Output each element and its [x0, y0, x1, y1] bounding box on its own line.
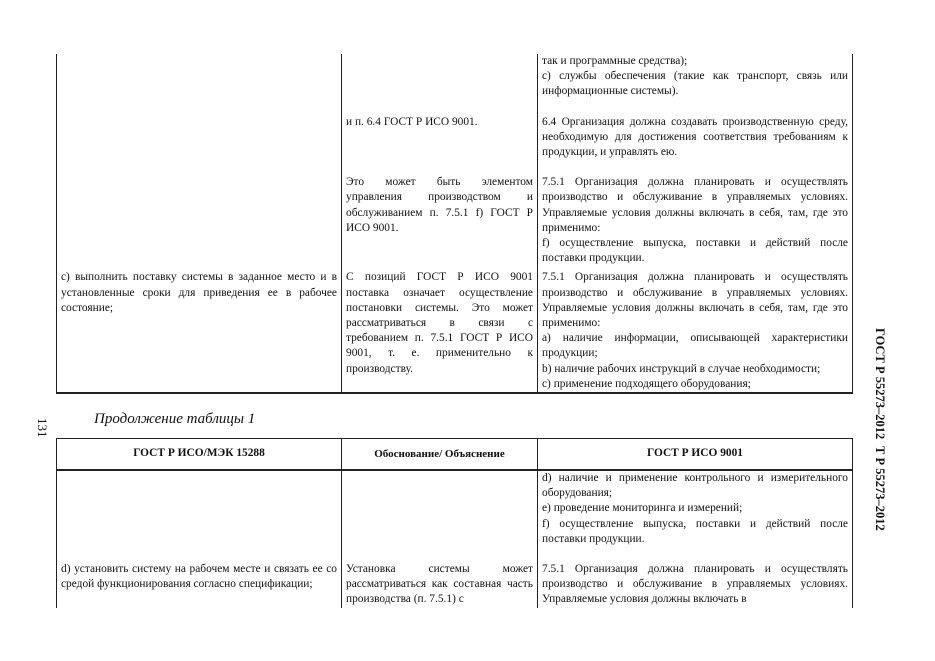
table-row [57, 100, 853, 161]
page-number: 131 [35, 418, 50, 438]
bottom-table [56, 438, 853, 608]
cell-gost-9001 [538, 266, 853, 393]
cell-line: f) осуществление выпуска, поставки и действий после поставки продукции. [542, 517, 848, 545]
cell-gost-9001 [538, 160, 853, 266]
table-row [57, 470, 853, 547]
table-header-row [57, 439, 853, 471]
table-row [57, 54, 853, 100]
cell-line: 7.5.1 Организация должна планировать и осуществлять производство и обслуживание в управляемых условиях. Управляемые условия должны включать в себя, там, где это применимо: [542, 176, 848, 234]
cell-gost-9001 [538, 100, 853, 161]
cell-gost-15288 [57, 100, 342, 161]
side-label-standard-alt: Т Р 55273–2012 [873, 446, 887, 531]
cell-line: 7.5.1 Организация должна планировать и осуществлять производство и обслуживание в управляемых условиях. Управляемые условия должны включать в [542, 563, 848, 606]
header-gost-15288: ГОСТ Р ИСО/МЭК 15288 [57, 439, 342, 471]
table-row [57, 266, 853, 393]
cell-line: c) применение подходящего оборудования; [542, 377, 751, 390]
cell-line: d) наличие и применение контрольного и измерительного оборудования; [542, 472, 848, 500]
cell-line: так и программные средства); [542, 55, 688, 67]
cell-line: b) наличие рабочих инструкций в случае необходимости; [542, 362, 821, 375]
cell-gost-15288 [57, 160, 342, 266]
cell-line: a) наличие информации, описывающей характеристики продукции; [542, 332, 848, 360]
cell-justification [342, 54, 538, 100]
cell-gost-15288: c) выполнить поставку системы в заданное место и в установленные сроки для приведения ее в рабочее состояние; [57, 266, 342, 393]
table-row [57, 160, 853, 266]
cell-justification: и п. 6.4 ГОСТ Р ИСО 9001. [342, 100, 538, 161]
cell-gost-15288 [57, 54, 342, 100]
side-label-standard: ГОСТ Р 55273–2012 [873, 328, 887, 440]
cell-gost-9001 [538, 470, 853, 547]
cell-justification [342, 470, 538, 547]
cell-line: c) службы обеспечения (такие как транспорт, связь или информационные системы). [542, 70, 848, 98]
cell-gost-15288 [57, 470, 342, 547]
header-justification: Обоснование/ Объяснение [342, 439, 538, 471]
cell-justification: Это может быть элементом управления производством и обслуживанием п. 7.5.1 f) ГОСТ Р ИСО 9001. [342, 160, 538, 266]
cell-justification: С позиций ГОСТ Р ИСО 9001 поставка означает осуществление постановки системы. Это может рассматриваться в связи с требованием п. 7.5.1 ГОСТ Р ИСО 9001, т. е. применительно к производству. [342, 266, 538, 393]
header-gost-9001: ГОСТ Р ИСО 9001 [538, 439, 853, 471]
cell-line: f) осуществление выпуска, поставки и действий после поставки продукции. [542, 237, 848, 265]
cell-line: 7.5.1 Организация должна планировать и осуществлять производство и обслуживание в управляемых условиях. Управляемые условия должны включать в себя, там, где это применимо: [542, 271, 848, 330]
table-caption: Продолжение таблицы 1 [94, 411, 256, 427]
cell-gost-9001 [538, 547, 853, 608]
table-row [57, 547, 853, 608]
cell-justification: Установка системы может рассматриваться как составная часть производства (п. 7.5.1) с [342, 547, 538, 608]
cell-line: e) проведение мониторинга и измерений; [542, 502, 743, 515]
top-table [56, 54, 853, 394]
cell-gost-15288: d) установить систему на рабочем месте и связать ее со средой функционирования согласно спецификации; [57, 547, 342, 608]
cell-line: 6.4 Организация должна создавать производственную среду, необходимую для достижения соответствия требованиям к продукции, и управлять ею. [542, 115, 848, 159]
cell-gost-9001 [538, 54, 853, 100]
